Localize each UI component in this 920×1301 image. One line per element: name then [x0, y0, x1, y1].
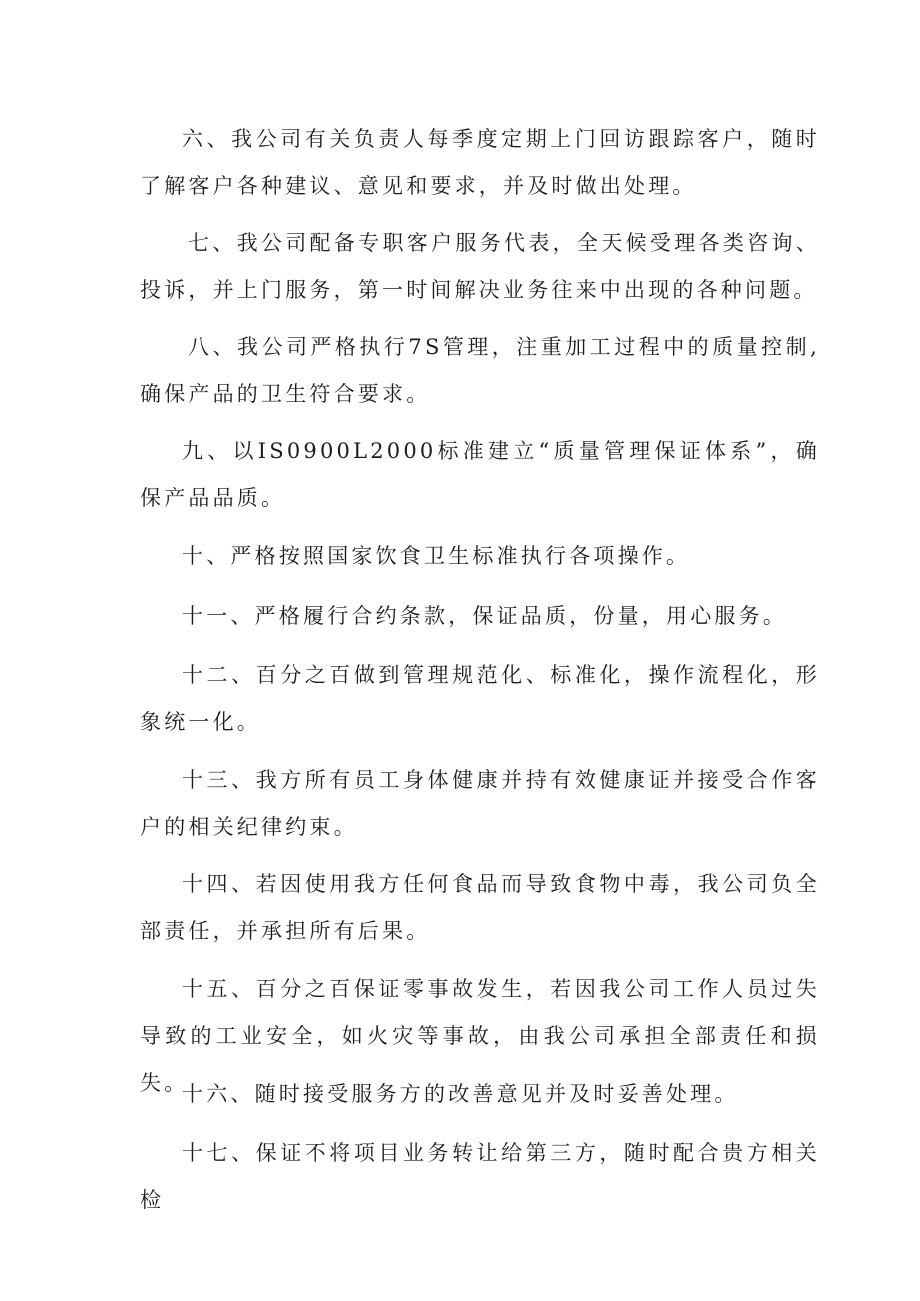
paragraph-7: 七、我公司配备专职客户服务代表，全天候受理各类咨询、投诉，并上门服务，第一时间解决业务往来中出现的各种问题。: [140, 231, 820, 302]
paragraph-9: 九、以IS0900L2000标准建立“质量管理保证体系”，确保产品品质。: [140, 439, 820, 510]
paragraph-13: 十三、我方所有员工身体健康并持有效健康证并接受合作客户的相关纪律约束。: [140, 768, 820, 839]
paragraph-17: 十七、保证不将项目业务转让给第三方，随时配合贵方相关检: [140, 1141, 820, 1212]
paragraph-12: 十二、百分之百做到管理规范化、标准化，操作流程化，形象统一化。: [140, 663, 820, 734]
paragraph-11: 十一、严格履行合约条款，保证品质，份量，用心服务。: [182, 604, 787, 628]
paragraph-6: 六、我公司有关负责人每季度定期上门回访跟踪客户，随时了解客户各种建议、意见和要求，并及时做出处理。: [140, 127, 820, 198]
paragraph-10: 十、严格按照国家饮食卫生标准执行各项操作。: [182, 544, 691, 568]
paragraph-8: 八、我公司严格执行7S管理，注重加工过程中的质量控制,确保产品的卫生符合要求。: [140, 335, 820, 406]
paragraph-14: 十四、若因使用我方任何食品而导致食物中毒，我公司负全部责任，并承担所有后果。: [140, 872, 820, 943]
paragraph-16: 十六、随时接受服务方的改善意见并及时妥善处理。: [182, 1082, 739, 1106]
paragraph-15: 十五、百分之百保证零事故发生，若因我公司工作人员过失导致的工业安全，如火灾等事故，由我公司承担全部责任和损失。: [140, 977, 820, 1095]
